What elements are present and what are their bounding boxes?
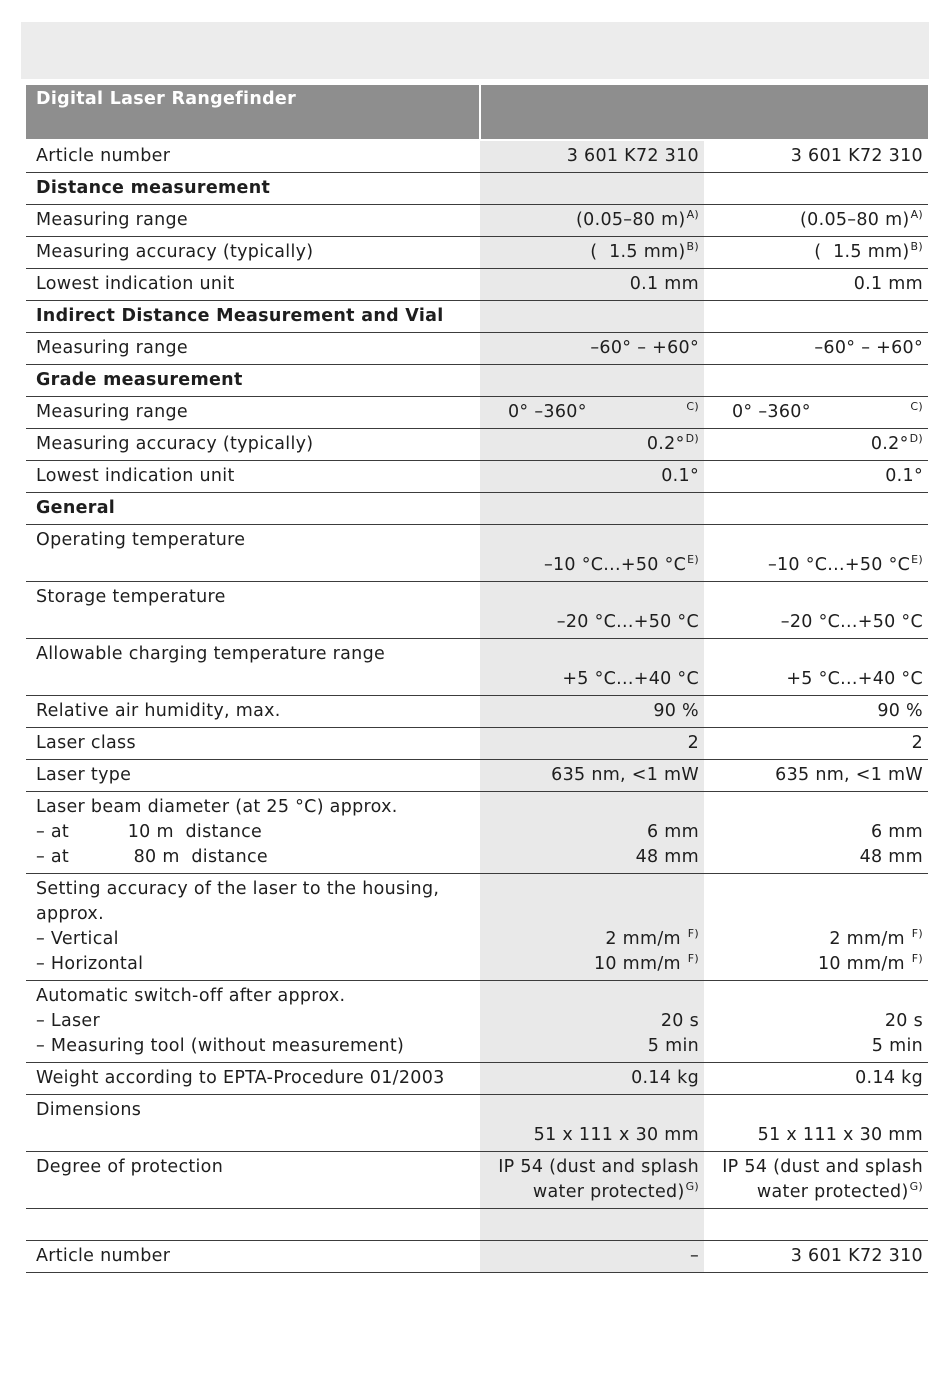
footnote-mark: C) bbox=[686, 400, 699, 413]
section-heading: Indirect Distance Measurement and Vial bbox=[26, 301, 480, 333]
empty-cell bbox=[480, 493, 704, 525]
value-b: 0° –360° C) bbox=[704, 397, 928, 429]
value-a: 0.14 kg bbox=[480, 1063, 704, 1095]
value-a: –20 °C...+50 °C bbox=[480, 582, 704, 639]
value-b: –60° – +60° bbox=[704, 333, 928, 365]
empty-cell bbox=[480, 1209, 704, 1241]
value-b: 20 s 5 min bbox=[704, 981, 928, 1063]
row-label: Lowest indication unit bbox=[26, 269, 480, 301]
row-label: Operating temperature bbox=[26, 525, 480, 582]
value-b: 2 mm/m $^{F)}$ 10 mm/m $^{F)}$ bbox=[704, 874, 928, 981]
value-b: (0.05–80 m)$^{A)}$ bbox=[704, 205, 928, 237]
section-row bbox=[26, 493, 928, 525]
footnote-mark: B) bbox=[910, 240, 923, 253]
empty-cell bbox=[704, 173, 928, 205]
row-label: Allowable charging temperature range bbox=[26, 639, 480, 696]
table-row bbox=[26, 639, 928, 696]
section-row bbox=[26, 365, 928, 397]
value-a: – bbox=[480, 1241, 704, 1273]
row-label: Automatic switch-off after approx. – Laser – Measuring tool (without measurement) bbox=[26, 981, 480, 1063]
footnote-mark: F) bbox=[911, 927, 923, 940]
footnote-mark: G) bbox=[685, 1180, 699, 1193]
header-cell-a bbox=[480, 85, 704, 140]
footnote-mark: A) bbox=[686, 208, 699, 221]
sub-label: – at 80 m distance bbox=[36, 847, 268, 867]
value-a: 0° –360° C) bbox=[480, 397, 704, 429]
technical-data-table bbox=[26, 85, 928, 1273]
row-label: Measuring range bbox=[26, 397, 480, 429]
footnote-mark: F) bbox=[687, 952, 699, 965]
value-a: 635 nm, <1 mW bbox=[480, 760, 704, 792]
value-b: 51 x 111 x 30 mm bbox=[704, 1095, 928, 1152]
row-label: Dimensions bbox=[26, 1095, 480, 1152]
empty-cell bbox=[480, 365, 704, 397]
footnote-mark: D) bbox=[685, 432, 699, 445]
value-a: 51 x 111 x 30 mm bbox=[480, 1095, 704, 1152]
spacer-row bbox=[26, 1209, 928, 1241]
empty-cell bbox=[704, 301, 928, 333]
footnote-mark: D) bbox=[909, 432, 923, 445]
table-title: Digital Laser Rangefinder bbox=[26, 85, 480, 140]
row-label: Laser beam diameter (at 25 °C) approx. – at 10 m distance – at 80 m distance bbox=[26, 792, 480, 874]
table-row bbox=[26, 582, 928, 639]
sub-label: – Measuring tool (without measurement) bbox=[36, 1036, 405, 1056]
table-header-row bbox=[26, 85, 928, 140]
value-b: IP 54 (dust and splash water protected)$^{G)}$ bbox=[704, 1152, 928, 1209]
value-a: 0.1 mm bbox=[480, 269, 704, 301]
value-b: 0.1° bbox=[704, 461, 928, 493]
sub-label: – Horizontal bbox=[36, 954, 144, 974]
value-b: ( 1.5 mm)$^{B)}$ bbox=[704, 237, 928, 269]
empty-cell bbox=[704, 1209, 928, 1241]
table-row bbox=[26, 1063, 928, 1095]
row-label: Weight according to EPTA-Procedure 01/2003 bbox=[26, 1063, 480, 1095]
table-row bbox=[26, 333, 928, 365]
value-a: 20 s 5 min bbox=[480, 981, 704, 1063]
empty-cell bbox=[26, 1209, 480, 1241]
value-a: ( 1.5 mm)$^{B)}$ bbox=[480, 237, 704, 269]
value-a: 2 bbox=[480, 728, 704, 760]
row-label: Laser type bbox=[26, 760, 480, 792]
table-row bbox=[26, 696, 928, 728]
value-a: IP 54 (dust and splash water protected)$^{G)}$ bbox=[480, 1152, 704, 1209]
value-b: 90 % bbox=[704, 696, 928, 728]
section-heading: Grade measurement bbox=[26, 365, 480, 397]
value-b: 0.1 mm bbox=[704, 269, 928, 301]
value-a: +5 °C...+40 °C bbox=[480, 639, 704, 696]
row-label: Degree of protection bbox=[26, 1152, 480, 1209]
header-cell-b bbox=[704, 85, 928, 140]
row-label: Article number bbox=[26, 1241, 480, 1273]
table-row bbox=[26, 269, 928, 301]
table-row bbox=[26, 140, 928, 173]
table-row bbox=[26, 397, 928, 429]
sub-label: – at 10 m distance bbox=[36, 822, 263, 842]
value-a: 2 mm/m $^{F)}$ 10 mm/m $^{F)}$ bbox=[480, 874, 704, 981]
table-row bbox=[26, 760, 928, 792]
value-b: 635 nm, <1 mW bbox=[704, 760, 928, 792]
top-band bbox=[21, 22, 929, 79]
value-b: 6 mm 48 mm bbox=[704, 792, 928, 874]
sub-label: – Vertical bbox=[36, 929, 119, 949]
footnote-mark: F) bbox=[911, 952, 923, 965]
footnote-mark: F) bbox=[687, 927, 699, 940]
value-a: –10 °C...+50 $^\circ C^{E)}$ bbox=[480, 525, 704, 582]
value-a: –60° – +60° bbox=[480, 333, 704, 365]
value-b: 0.14 kg bbox=[704, 1063, 928, 1095]
row-label: Article number bbox=[26, 140, 480, 173]
table-row bbox=[26, 1152, 928, 1209]
empty-cell bbox=[480, 173, 704, 205]
value-b: 3 601 K72 310 bbox=[704, 140, 928, 173]
table-row bbox=[26, 1095, 928, 1152]
table-row bbox=[26, 874, 928, 981]
value-a: 0.1° bbox=[480, 461, 704, 493]
section-heading: General bbox=[26, 493, 480, 525]
row-label: Measuring accuracy (typically) bbox=[26, 429, 480, 461]
table-row bbox=[26, 981, 928, 1063]
empty-cell bbox=[704, 365, 928, 397]
value-b: 2 bbox=[704, 728, 928, 760]
footnote-mark: A) bbox=[910, 208, 923, 221]
section-row bbox=[26, 301, 928, 333]
value-b: 3 601 K72 310 bbox=[704, 1241, 928, 1273]
table-row bbox=[26, 237, 928, 269]
row-label: Laser class bbox=[26, 728, 480, 760]
row-label: Setting accuracy of the laser to the housing, approx. – Vertical – Horizontal bbox=[26, 874, 480, 981]
table-row bbox=[26, 461, 928, 493]
value-a: 3 601 K72 310 bbox=[480, 140, 704, 173]
row-label: Measuring range bbox=[26, 333, 480, 365]
value-b: +5 °C...+40 °C bbox=[704, 639, 928, 696]
table-row bbox=[26, 429, 928, 461]
value-a: 0.2°$^{D)}$ bbox=[480, 429, 704, 461]
table-row bbox=[26, 205, 928, 237]
value-b: –10 °C...+50 $^\circ C^{E)}$ bbox=[704, 525, 928, 582]
footnote-mark: G) bbox=[909, 1180, 923, 1193]
row-label: Measuring accuracy (typically) bbox=[26, 237, 480, 269]
row-label: Relative air humidity, max. bbox=[26, 696, 480, 728]
empty-cell bbox=[704, 493, 928, 525]
table-row bbox=[26, 1241, 928, 1273]
section-row bbox=[26, 173, 928, 205]
table-row bbox=[26, 728, 928, 760]
value-b: –20 °C...+50 °C bbox=[704, 582, 928, 639]
row-label: Lowest indication unit bbox=[26, 461, 480, 493]
table-row bbox=[26, 792, 928, 874]
row-label: Measuring range bbox=[26, 205, 480, 237]
value-a: (0.05–80 m)$^{A)}$ bbox=[480, 205, 704, 237]
section-heading: Distance measurement bbox=[26, 173, 480, 205]
value-a: 6 mm 48 mm bbox=[480, 792, 704, 874]
table-row bbox=[26, 525, 928, 582]
row-label: Storage temperature bbox=[26, 582, 480, 639]
footnote-mark: E) bbox=[687, 553, 699, 566]
footnote-mark: E) bbox=[911, 553, 923, 566]
empty-cell bbox=[480, 301, 704, 333]
footnote-mark: B) bbox=[686, 240, 699, 253]
value-b: 0.2°$^{D)}$ bbox=[704, 429, 928, 461]
footnote-mark: C) bbox=[910, 400, 923, 413]
sub-label: – Laser bbox=[36, 1011, 100, 1031]
value-a: 90 % bbox=[480, 696, 704, 728]
